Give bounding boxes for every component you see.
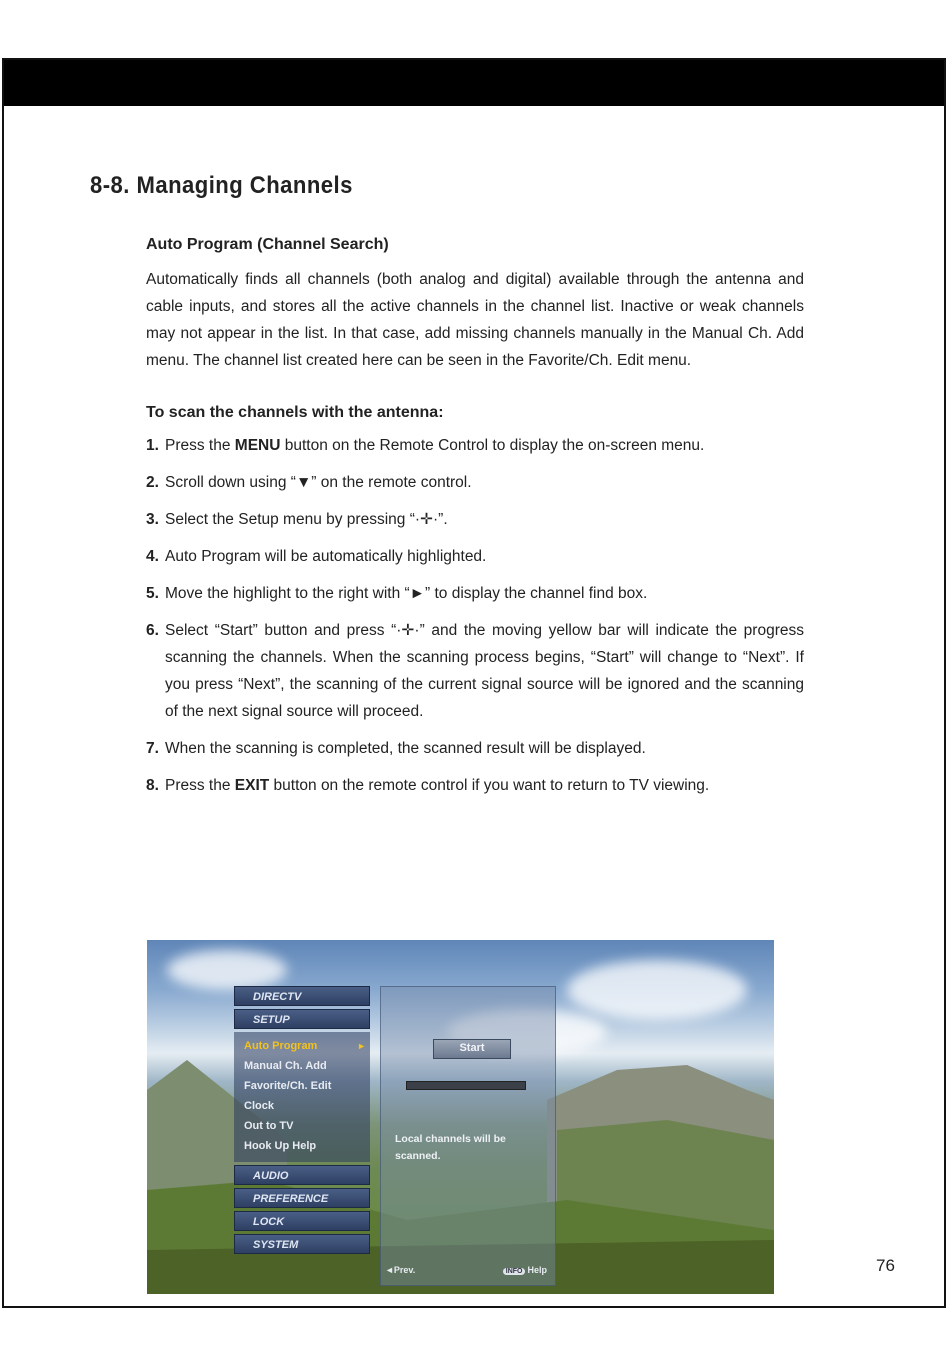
step-item bbox=[146, 432, 804, 459]
step-text-part: Select the Setup menu by pressing “·✛·”. bbox=[165, 511, 448, 528]
step-keyword: MENU bbox=[234, 437, 281, 454]
menu-item-clock[interactable]: Clock bbox=[244, 1100, 274, 1112]
scan-message: Local channels will be scanned. bbox=[395, 1133, 506, 1162]
step-item bbox=[146, 735, 804, 762]
menu-item-hook-up-help[interactable]: Hook Up Help bbox=[244, 1140, 317, 1152]
step-text bbox=[165, 772, 804, 799]
step-item bbox=[146, 580, 804, 607]
step-item bbox=[146, 469, 804, 496]
step-number: 7. bbox=[146, 740, 159, 757]
tv-menu-screenshot bbox=[147, 940, 774, 1294]
step-text-part: Scroll down using “▼” on the remote control. bbox=[165, 474, 472, 491]
help-label: Help bbox=[527, 1265, 547, 1275]
menu-item-label: Auto Program bbox=[244, 1040, 318, 1052]
step-number: 6. bbox=[146, 622, 159, 639]
menu-item-out-to-tv[interactable]: Out to TV bbox=[244, 1120, 294, 1132]
help-button[interactable] bbox=[503, 1265, 547, 1275]
menu-audio[interactable]: AUDIO bbox=[234, 1165, 370, 1185]
scan-progress-bar bbox=[406, 1081, 526, 1090]
step-item bbox=[146, 543, 804, 570]
step-text-part: Press the bbox=[165, 777, 235, 794]
step-number: 2. bbox=[146, 474, 159, 491]
section-subheading: Auto Program (Channel Search) bbox=[146, 236, 389, 253]
menu-setup[interactable]: SETUP bbox=[234, 1009, 370, 1029]
step-number: 4. bbox=[146, 548, 159, 565]
menu-lock[interactable]: LOCK bbox=[234, 1211, 370, 1231]
step-number: 3. bbox=[146, 511, 159, 528]
step-text bbox=[165, 735, 804, 762]
step-text-part: button on the Remote Control to display the on-screen menu. bbox=[280, 437, 705, 454]
step-text-part: button on the remote control if you want to return to TV viewing. bbox=[269, 777, 710, 794]
panel-footer bbox=[385, 1265, 547, 1279]
page-title: 8-8. Managing Channels bbox=[90, 172, 353, 199]
step-text-part: Press the bbox=[165, 437, 235, 454]
step-number: 5. bbox=[146, 585, 159, 602]
menu-system[interactable]: SYSTEM bbox=[234, 1234, 370, 1254]
step-number: 8. bbox=[146, 777, 159, 794]
step-text bbox=[165, 469, 804, 496]
scan-heading: To scan the channels with the antenna: bbox=[146, 404, 444, 421]
step-number: 1. bbox=[146, 437, 159, 454]
step-text bbox=[165, 580, 804, 607]
step-item bbox=[146, 617, 804, 725]
menu-directv[interactable]: DIRECTV bbox=[234, 986, 370, 1006]
prev-button[interactable]: ◄Prev. bbox=[385, 1265, 416, 1275]
channel-find-panel bbox=[380, 986, 556, 1286]
step-text bbox=[165, 617, 804, 725]
step-item bbox=[146, 506, 804, 533]
step-text bbox=[165, 432, 804, 459]
page-number: 76 bbox=[876, 1256, 895, 1275]
steps-list bbox=[146, 432, 804, 799]
step-text bbox=[165, 543, 804, 570]
step-text-part: Select “Start” button and press “·✛·” and the moving yellow bar will indicate the progress scanning the channels. When the scanning process begins, “Start” will change to “Next”. If you press “Next”, the scanning of the current signal source will be ignored and the scanning of the next signal source will proceed. bbox=[165, 622, 804, 720]
info-icon: INFO bbox=[503, 1268, 526, 1275]
arrow-right-icon: ► bbox=[357, 1041, 366, 1051]
osd-menu bbox=[234, 986, 370, 1257]
step-text-part: Move the highlight to the right with “►” to display the channel find box. bbox=[165, 585, 648, 602]
intro-paragraph: Automatically finds all channels (both analog and digital) available through the antenna and cable inputs, and stores all the active channels in the channel list. Inactive or weak channels may not appear in the list. In that case, add missing channels manually in the Manual Ch. Add menu. The channel list created here can be seen in the Favorite/Ch. Edit menu. bbox=[146, 271, 804, 369]
start-button[interactable]: Start bbox=[433, 1039, 511, 1059]
menu-item-favorite-ch-edit[interactable]: Favorite/Ch. Edit bbox=[244, 1080, 332, 1092]
setup-submenu bbox=[234, 1032, 370, 1162]
step-text-part: When the scanning is completed, the scanned result will be displayed. bbox=[165, 740, 646, 757]
step-keyword: EXIT bbox=[234, 777, 270, 794]
main-content bbox=[146, 236, 804, 809]
menu-item-manual-ch-add[interactable]: Manual Ch. Add bbox=[244, 1060, 327, 1072]
step-item bbox=[146, 772, 804, 799]
step-text-part: Auto Program will be automatically highlighted. bbox=[165, 548, 487, 565]
menu-item-auto-program[interactable] bbox=[234, 1036, 370, 1056]
menu-preference[interactable]: PREFERENCE bbox=[234, 1188, 370, 1208]
step-text bbox=[165, 506, 804, 533]
